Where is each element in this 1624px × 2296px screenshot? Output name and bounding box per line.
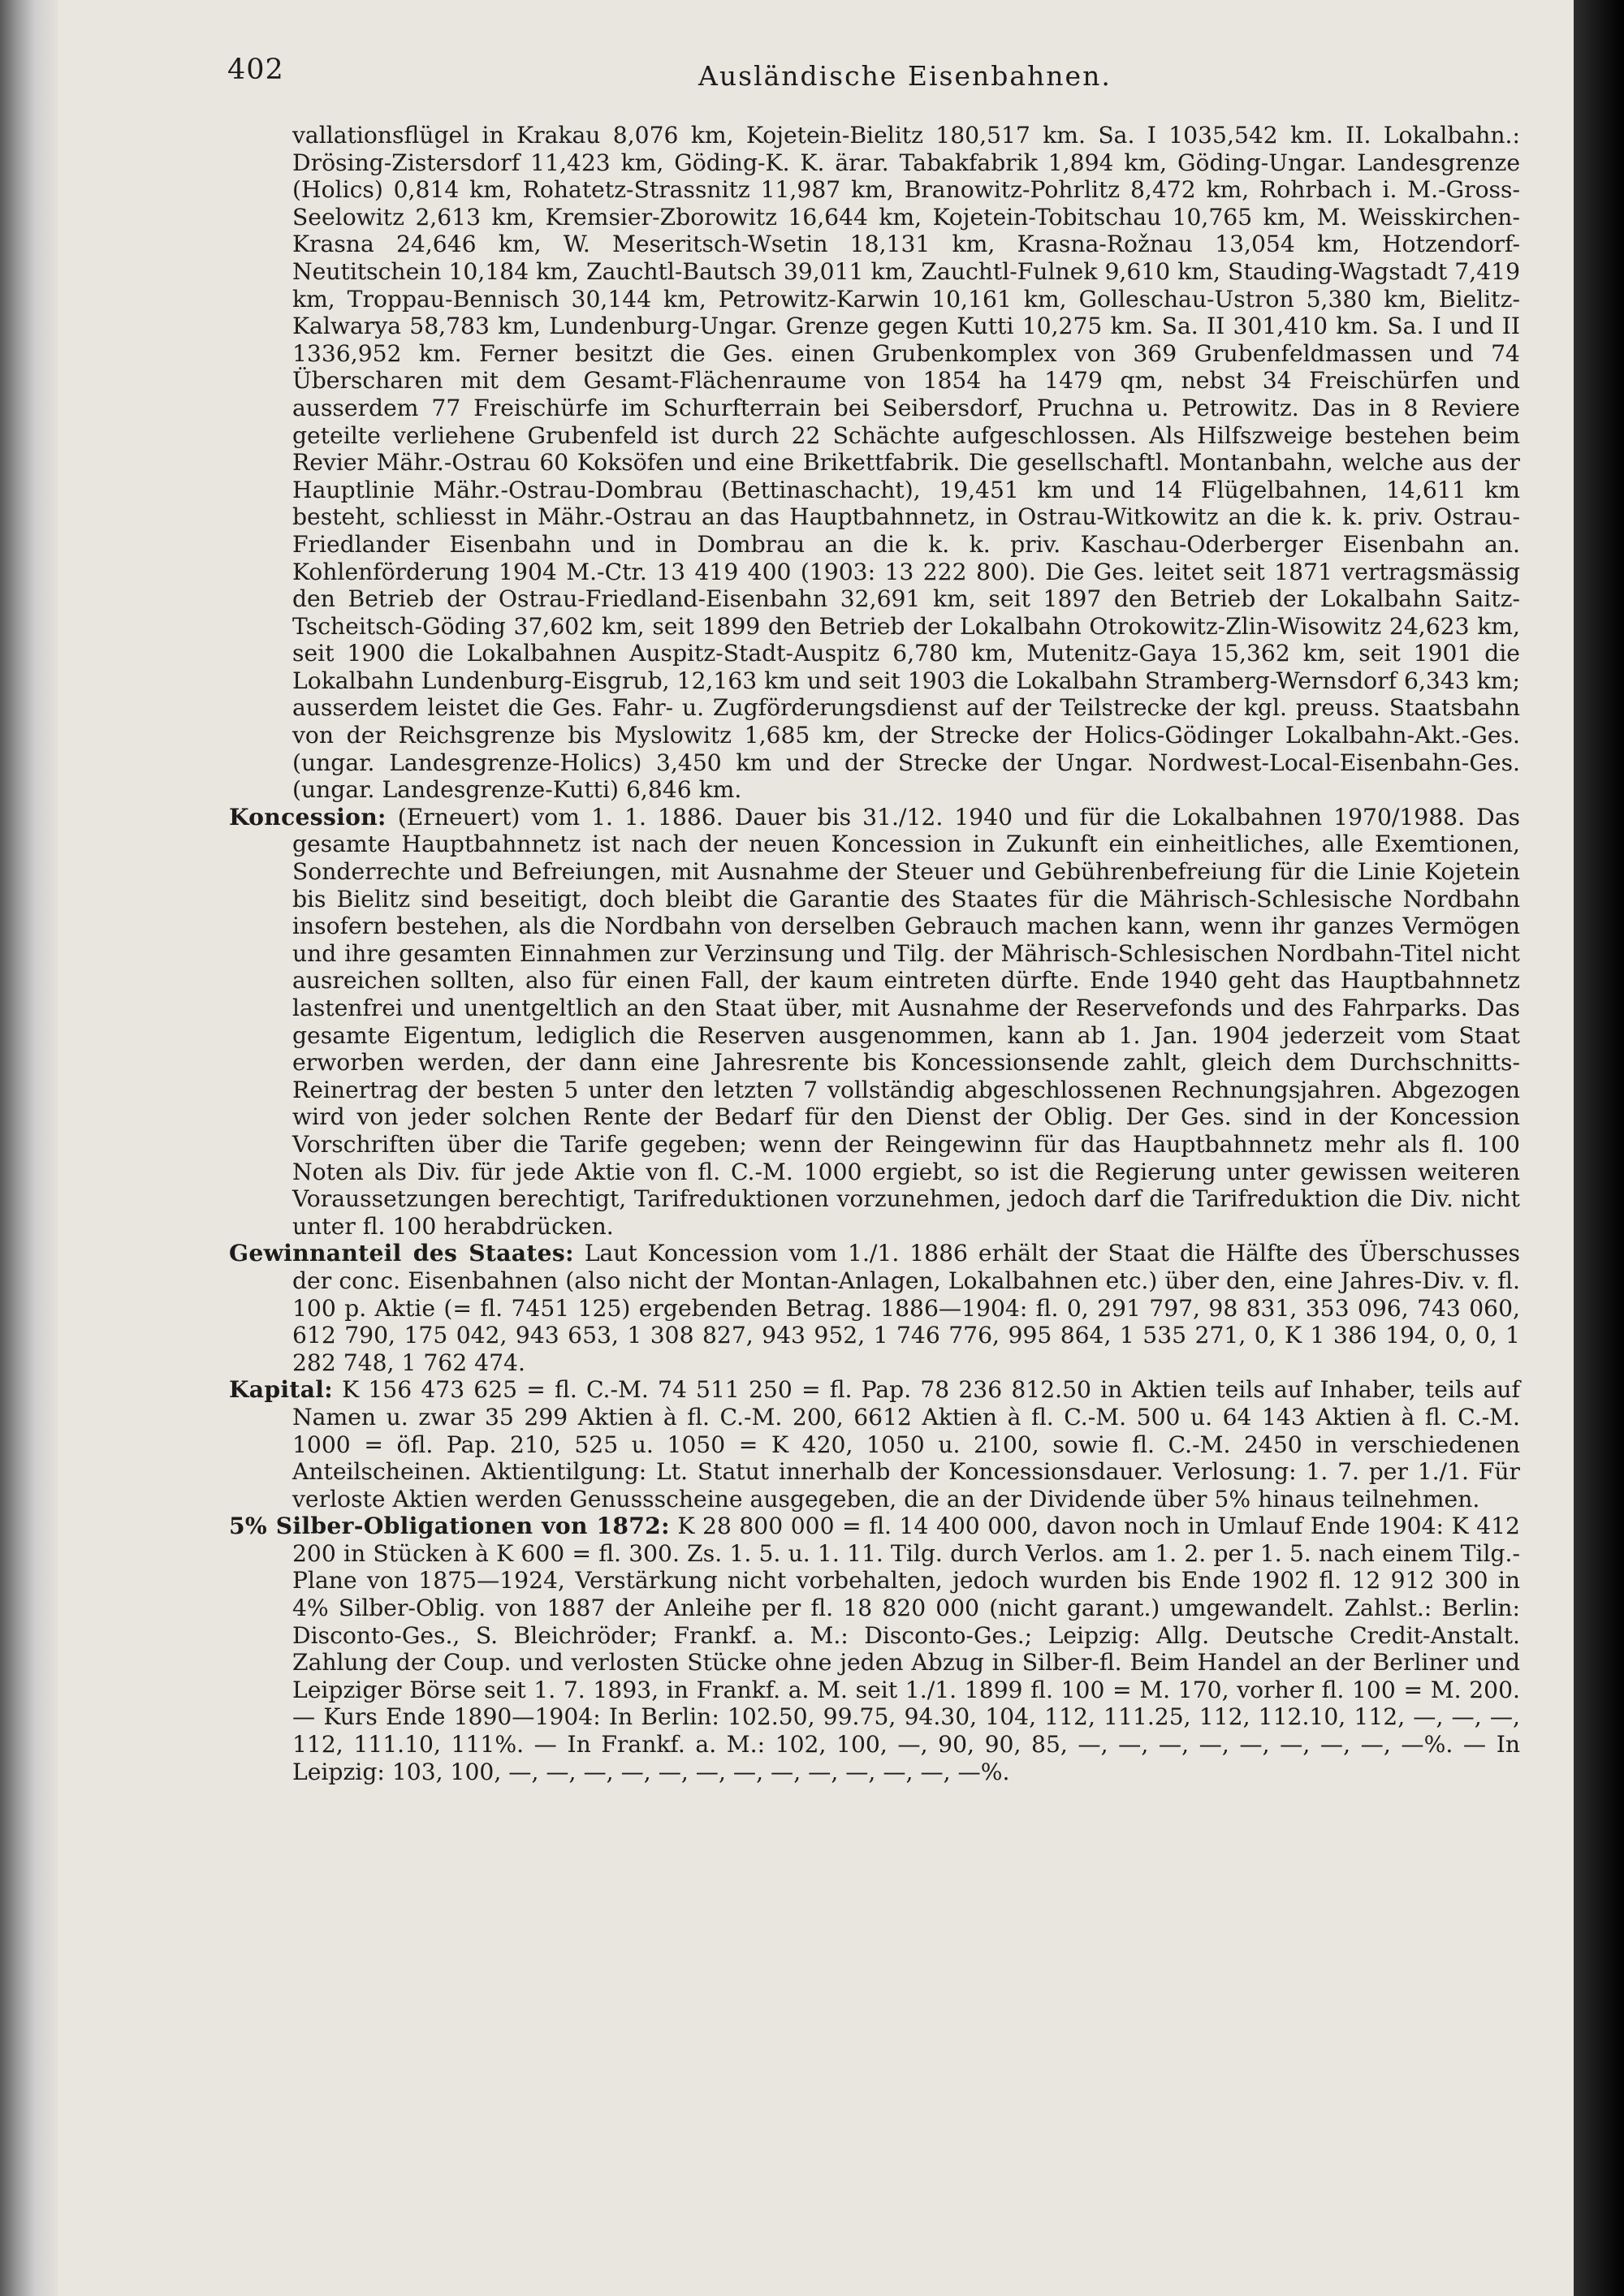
- section-term: 5% Silber-Obligationen von 1872:: [229, 1513, 670, 1540]
- paragraph-kapital: [229, 1376, 1520, 1513]
- paragraph-text: Laut Koncession vom 1./1. 1886 erhält der Staat die Hälfte des Überschusses der conc. Eisenbahnen (also nicht der Montan-Anlagen, Lokalbahnen etc.) über den, eine Jahres-Div. v. fl. 100 p. Aktie (= fl. 7451 125) ergebenden Betrag. 1886—1904: fl. 0, 291 797, 98 831, 353 096, 743 060, 612 790, 175 042, 943 653, 1 308 827, 943 952, 1 746 776, 995 864, 1 535 271, 0, K 1 386 194, 0, 0, 1 282 748, 1 762 474.: [292, 1240, 1520, 1376]
- section-term: Gewinnanteil des Staates:: [229, 1240, 574, 1267]
- paragraph-continuation: [229, 122, 1520, 804]
- body-text: [229, 122, 1520, 1785]
- section-term: Kapital:: [229, 1376, 333, 1404]
- paragraph-gewinnanteil: [229, 1240, 1520, 1376]
- page-number: 402: [227, 54, 284, 86]
- page-edge-shadow: [1574, 0, 1624, 2296]
- paragraph-text: (Erneuert) vom 1. 1. 1886. Dauer bis 31./12. 1940 und für die Lokalbahnen 1970/1988. Das gesamte Hauptbahnnetz ist nach der neuen Koncession in Zukunft ein einheitliches, alle Exemtionen, Sonderrechte und Befreiungen, mit Ausnahme der Steuer und Gebührenbefreiung für die Linie Kojetein bis Bielitz sind beseitigt, doch bleibt die Garantie des Staates für die Mährisch-Schlesische Nordbahn insofern bestehen, als die Nordbahn von derselben Gebrauch machen kann, wenn ihr ganzes Vermögen und ihre gesamten Einnahmen zur Verzinsung und Tilg. der Mährisch-Schlesischen Nordbahn-Titel nicht ausreichen sollten, also für einen Fall, der kaum eintreten dürfte. Ende 1940 geht das Hauptbahnnetz lastenfrei und unentgeltlich an den Staat über, mit Ausnahme der Reservefonds und des Fahrparks. Das gesamte Eigentum, lediglich die Reserven ausgenommen, kann ab 1. Jan. 1904 jederzeit vom Staat erworben werden, der dann eine Jahresrente bis Koncessionsende zahlt, gleich dem Durchschnitts-Reinertrag der besten 5 unter den letzten 7 vollständig abgeschlossenen Rechnungsjahren. Abgezogen wird von jeder solchen Rente der Bedarf für den Dienst der Oblig. Der Ges. sind in der Koncession Vorschriften über die Tarife gegeben; wenn der Reingewinn für das Hauptbahnnetz mehr als fl. 100 Noten als Div. für jede Aktie von fl. C.-M. 1000 ergiebt, so ist die Regierung unter gewissen weiteren Voraussetzungen berechtigt, Tarifreduktionen vorzunehmen, jedoch darf die Tarifreduktion die Div. nicht unter fl. 100 herabdrücken.: [292, 803, 1521, 1240]
- paragraph-text: K 156 473 625 = fl. C.-M. 74 511 250 = fl. Pap. 78 236 812.50 in Aktien teils auf Inhaber, teils auf Namen u. zwar 35 299 Aktien à fl. C.-M. 200, 6612 Aktien à fl. C.-M. 500 u. 64 143 Aktien à fl. C.-M. 1000 = öfl. Pap. 210, 525 u. 1050 = K 420, 1050 u. 2100, sowie fl. C.-M. 2450 in verschiedenen Anteilscheinen. Aktientilgung: Lt. Statut innerhalb der Koncessionsdauer. Verlosung: 1. 7. per 1./1. Für verloste Aktien werden Genussscheine ausgegeben, die an der Dividende über 5% hinaus teilnehmen.: [292, 1376, 1520, 1513]
- paragraph-silber-obligationen: [229, 1513, 1520, 1785]
- paragraph-koncession: [229, 804, 1520, 1241]
- section-term: Koncession:: [229, 803, 387, 831]
- paragraph-text: vallationsflügel in Krakau 8,076 km, Kojetein-Bielitz 180,517 km. Sa. I 1035,542 km. II. Lokalbahn.: Drösing-Zistersdorf 11,423 km, Göding-K. K. ärar. Tabakfabrik 1,894 km, Göding-Ungar. Landesgrenze (Holics) 0,814 km, Rohatetz-Strassnitz 11,987 km, Branowitz-Pohrlitz 8,472 km, Rohrbach i. M.-Gross-Seelowitz 2,613 km, Kremsier-Zborowitz 16,644 km, Kojetein-Tobitschau 10,765 km, M. Weisskirchen-Krasna 24,646 km, W. Meseritsch-Wsetin 18,131 km, Krasna-Rožnau 13,054 km, Hotzendorf-Neutitschein 10,184 km, Zauchtl-Bautsch 39,011 km, Zauchtl-Fulnek 9,610 km, Stauding-Wagstadt 7,419 km, Troppau-Bennisch 30,144 km, Petrowitz-Karwin 10,161 km, Golleschau-Ustron 5,380 km, Bielitz-Kalwarya 58,783 km, Lundenburg-Ungar. Grenze gegen Kutti 10,275 km. Sa. II 301,410 km. Sa. I und II 1336,952 km. Ferner besitzt die Ges. einen Grubenkomplex von 369 Grubenfeldmassen und 74 Überscharen mit dem Gesamt-Flächenraume von 1854 ha 1479 qm, nebst 34 Freischürfen und ausserdem 77 Freischürfe im Schurfterrain bei Seibersdorf, Pruchna u. Petrowitz. Das in 8 Reviere geteilte verliehene Grubenfeld ist durch 22 Schächte aufgeschlossen. Als Hilfszweige bestehen beim Revier Mähr.-Ostrau 60 Koksöfen und eine Brikettfabrik. Die gesellschaftl. Montanbahn, welche aus der Hauptlinie Mähr.-Ostrau-Dombrau (Bettinaschacht), 19,451 km und 14 Flügelbahnen, 14,611 km besteht, schliesst in Mähr.-Ostrau an das Hauptbahnnetz, in Ostrau-Witkowitz an die k. k. priv. Ostrau-Friedlander Eisenbahn und in Dombrau an die k. k. priv. Kaschau-Oderberger Eisenbahn an. Kohlenförderung 1904 M.-Ctr. 13 419 400 (1903: 13 222 800). Die Ges. leitet seit 1871 vertragsmässig den Betrieb der Ostrau-Friedland-Eisenbahn 32,691 km, seit 1897 den Betrieb der Lokalbahn Saitz-Tscheitsch-Göding 37,602 km, seit 1899 den Betrieb der Lokalbahn Otrokowitz-Zlin-Wisowitz 24,623 km, seit 1900 die Lokalbahnen Auspitz-Stadt-Auspitz 6,780 km, Mutenitz-Gaya 15,362 km, seit 1901 die Lokalbahn Lundenburg-Eisgrub, 12,163 km und seit 1903 die Lokalbahn Stramberg-Wernsdorf 6,343 km; ausserdem leistet die Ges. Fahr- u. Zugförderungsdienst auf der Teilstrecke der kgl. preuss. Staatsbahn von der Reichsgrenze bis Myslowitz 1,685 km, der Strecke der Holics-Gödinger Lokalbahn-Akt.-Ges. (ungar. Landesgrenze-Holics) 3,450 km und der Strecke der Ungar. Nordwest-Local-Eisenbahn-Ges. (ungar. Landesgrenze-Kutti) 6,846 km.: [292, 122, 1520, 804]
- paragraph-text: K 28 800 000 = fl. 14 400 000, davon noch in Umlauf Ende 1904: K 412 200 in Stücken à K 600 = fl. 300. Zs. 1. 5. u. 1. 11. Tilg. durch Verlos. am 1. 2. per 1. 5. nach einem Tilg.-Plane von 1875—1924, Verstärkung nicht vorbehalten, jedoch wurden bis Ende 1902 fl. 12 912 300 in 4% Silber-Oblig. von 1887 der Anleihe per fl. 18 820 000 (nicht garant.) umgewandelt. Zahlst.: Berlin: Disconto-Ges., S. Bleichröder; Frankf. a. M.: Disconto-Ges.; Leipzig: Allg. Deutsche Credit-Anstalt. Zahlung der Coup. und verlosten Stücke ohne jeden Abzug in Silber-fl. Beim Handel an der Berliner und Leipziger Börse seit 1. 7. 1893, in Frankf. a. M. seit 1./1. 1899 fl. 100 = M. 170, vorher fl. 100 = M. 200. — Kurs Ende 1890—1904: In Berlin: 102.50, 99.75, 94.30, 104, 112, 111.25, 112, 112.10, 112, —, —, —, 112, 111.10, 111%. — In Frankf. a. M.: 102, 100, —, 90, 90, 85, —, —, —, —, —, —, —, —, —%. — In Leipzig: 103, 100, —, —, —, —, —, —, —, —, —, —, —, —, —%.: [292, 1513, 1520, 1785]
- book-binding-shadow: [0, 0, 58, 2296]
- running-head: Ausländische Eisenbahnen.: [698, 60, 1112, 92]
